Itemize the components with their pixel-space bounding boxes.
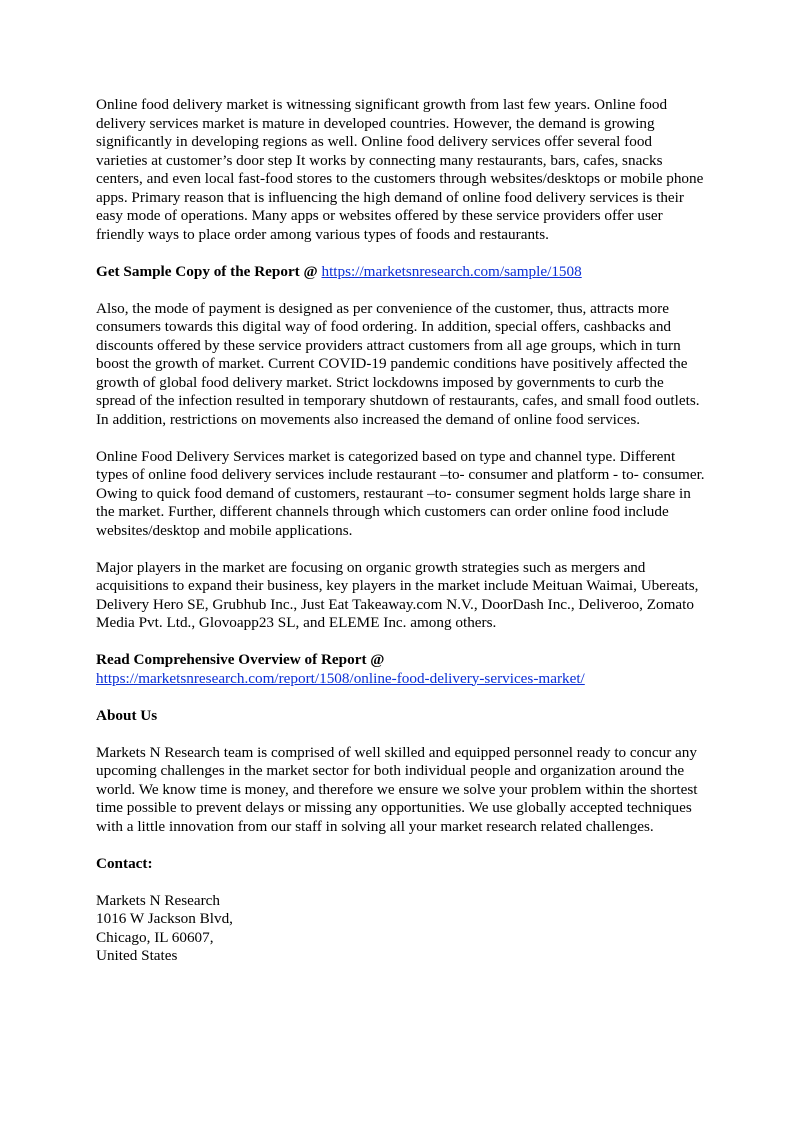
about-paragraph: Markets N Research team is comprised of well skilled and equipped personnel ready to concur any upcoming challenges in the market sector for both individual people and organization around the world. We know time is money, and therefore we ensure we solve your problem within the shortest time possible to prevent delays or missing any opportunities. We use globally accepted techniques with a little innovation from our staff in solving all your market research related challenges. [96,743,698,835]
sample-copy-label: Get Sample Copy of the Report @ [96,262,318,280]
contact-company: Markets N Research [96,891,220,909]
contact-address [96,892,706,966]
overview-line [96,651,706,688]
contact-city: Chicago, IL 60607, [96,928,214,946]
overview-label: Read Comprehensive Overview of Report @ [96,651,385,668]
about-heading: About Us [96,706,158,724]
overview-link[interactable]: https://marketsnresearch.com/report/1508/online-food-delivery-services-market/ [96,669,585,687]
sample-copy-link[interactable]: https://marketsnresearch.com/sample/1508 [321,262,582,280]
document-page [96,96,706,984]
contact-street: 1016 W Jackson Blvd, [96,910,233,927]
players-paragraph: Major players in the market are focusing on organic growth strategies such as mergers and acquisitions to expand their business, key players in the market include Meituan Waimai, Ubereats, Delivery Hero SE, Grubhub Inc., Just Eat Takeaway.com N.V., DoorDash Inc., Deliveroo, Zomato Media Pvt. Ltd., Glovoapp23 SL, and ELEME Inc. among others. [96,558,699,631]
contact-heading: Contact: [96,854,153,872]
categories-paragraph: Online Food Delivery Services market is categorized based on type and channel type. Different types of online food delivery services include restaurant –to- consumer and platform - to- consumer. Owing to quick food demand of customers, restaurant –to- consumer segment holds large share in the market. Further, different channels through which customers can order online food include websites/desktop and mobile applications. [96,447,705,539]
contact-country: United States [96,947,178,964]
sample-copy-line [96,263,706,282]
intro-paragraph: Online food delivery market is witnessing significant growth from last few years. Online food delivery services market is mature in developed countries. However, the demand is growing significantly in developing regions as well. Online food delivery services offer several food varieties at customer’s door step It works by connecting many restaurants, bars, cafes, snacks centers, and even local fast-food stores to the customers through websites/desktops or mobile phone apps. Primary reason that is influencing the high demand of online food delivery services is their easy mode of operations. Many apps or websites offered by these service providers offer user friendly ways to place order among various types of foods and restaurants. [96,96,704,243]
payment-paragraph: Also, the mode of payment is designed as per convenience of the customer, thus, attracts more consumers towards this digital way of food ordering. In addition, special offers, cashbacks and discounts offered by these service providers attract customers from all age groups, which in turn boost the growth of market. Current COVID-19 pandemic conditions have positively affected the growth of global food delivery market. Strict lockdowns imposed by governments to curb the spread of the infection resulted in temporary shutdown of restaurants, cafes, and small food outlets. In addition, restrictions on movements also increased the demand of online food services. [96,299,700,428]
